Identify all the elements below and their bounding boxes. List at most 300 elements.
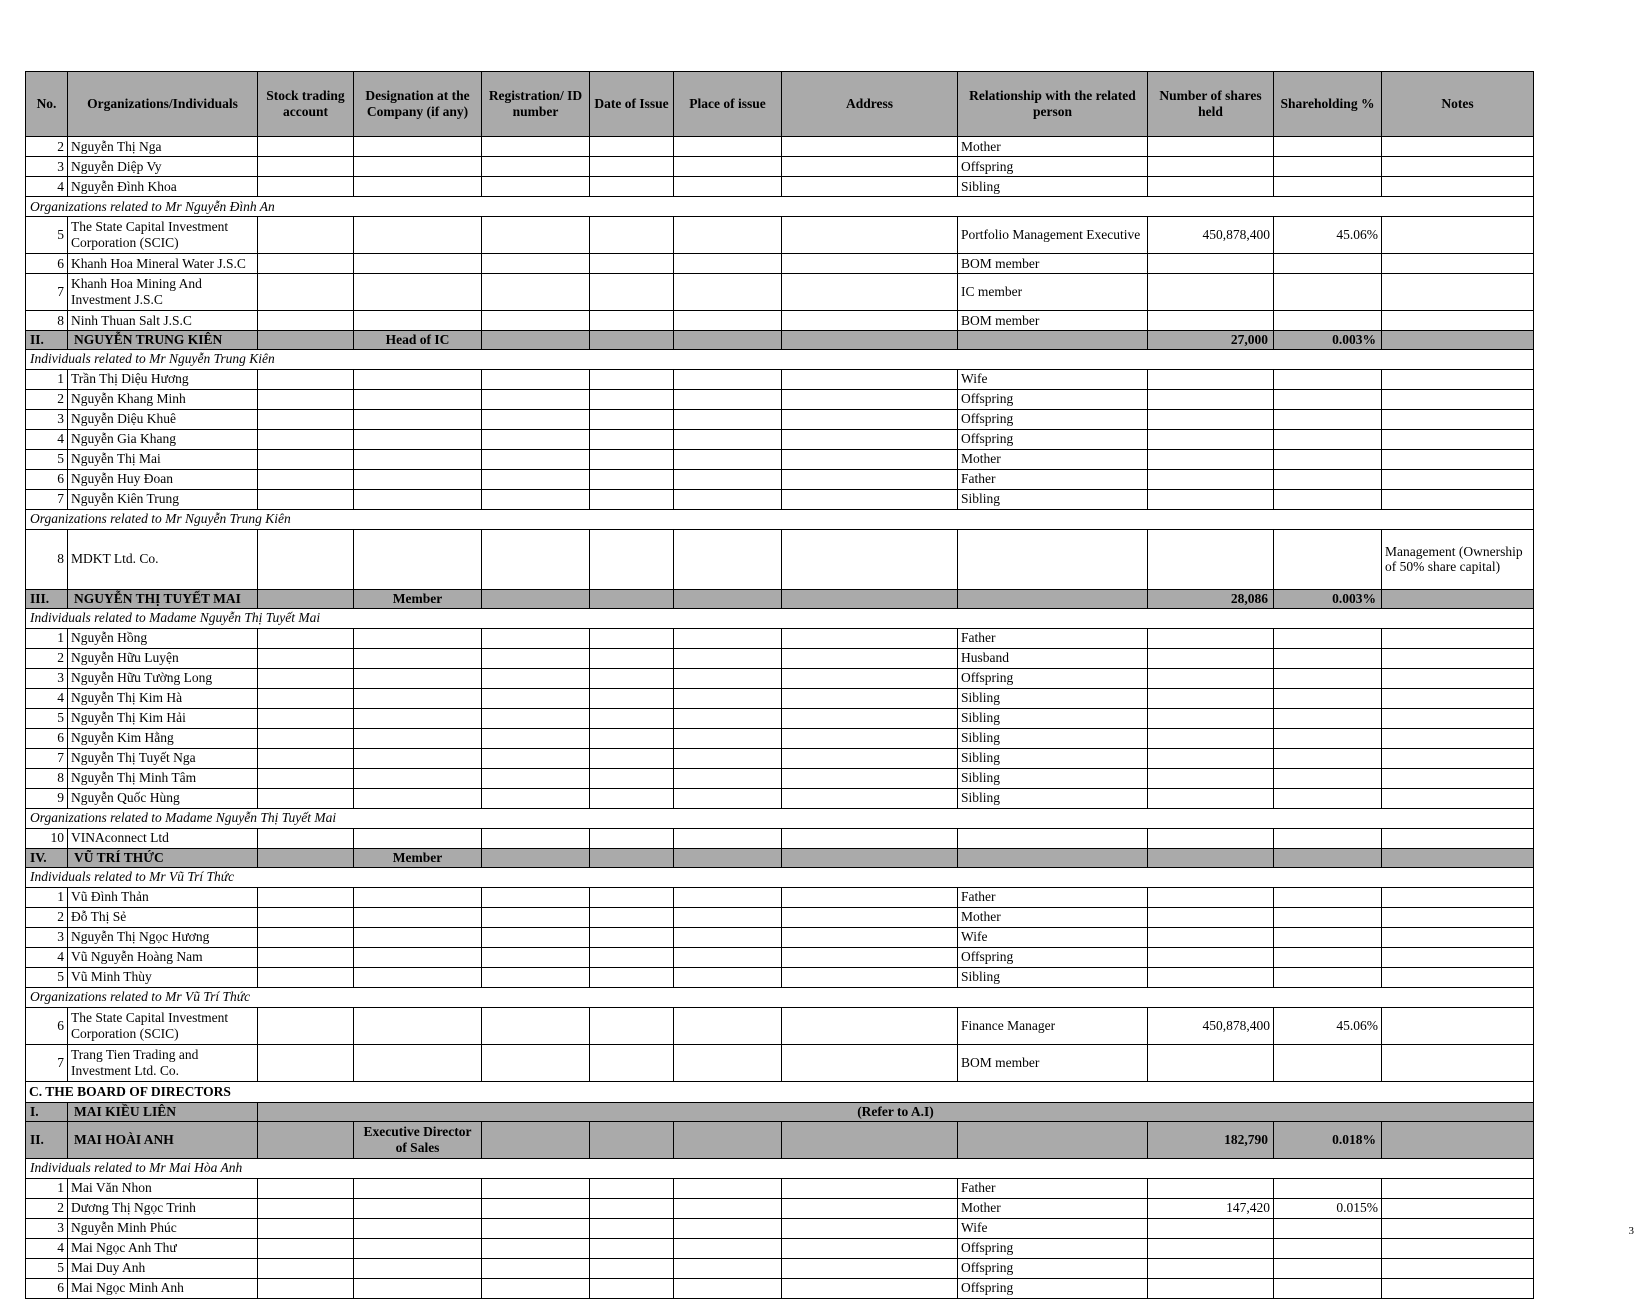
row-date-of-issue xyxy=(590,529,674,589)
row-place-of-issue xyxy=(674,748,782,768)
row-relationship xyxy=(958,828,1148,848)
row-no: 7 xyxy=(26,489,68,509)
row-relationship: Wife xyxy=(958,927,1148,947)
row-stock-account xyxy=(258,967,354,987)
row-shares xyxy=(1148,728,1274,748)
row-date-of-issue xyxy=(590,254,674,274)
row-address xyxy=(782,409,958,429)
row-no: 5 xyxy=(26,967,68,987)
row-address xyxy=(782,887,958,907)
row-no: 8 xyxy=(26,529,68,589)
row-registration xyxy=(482,967,590,987)
table-row xyxy=(26,1278,1534,1298)
row-no: 1 xyxy=(26,628,68,648)
row-shares xyxy=(1148,1044,1274,1081)
row-place-of-issue xyxy=(674,1198,782,1218)
row-notes xyxy=(1382,217,1534,254)
row-date-of-issue xyxy=(590,1198,674,1218)
row-registration xyxy=(482,648,590,668)
row-notes xyxy=(1382,708,1534,728)
row-designation xyxy=(354,311,482,331)
row-shares xyxy=(1148,369,1274,389)
caption-text: Individuals related to Madame Nguyễn Thị Tuyết Mai xyxy=(26,608,1534,628)
row-notes xyxy=(1382,157,1534,177)
row-stock-account xyxy=(258,1238,354,1258)
row-no: 2 xyxy=(26,1198,68,1218)
row-pct xyxy=(1274,1178,1382,1198)
row-no: 6 xyxy=(26,1278,68,1298)
section-roman: II. xyxy=(26,1121,68,1158)
table-section-row xyxy=(26,848,1534,867)
row-registration xyxy=(482,369,590,389)
row-name: Nguyễn Thị Ngọc Hương xyxy=(68,927,258,947)
row-no: 3 xyxy=(26,927,68,947)
row-place-of-issue xyxy=(674,311,782,331)
section-designation: Member xyxy=(354,589,482,608)
row-place-of-issue xyxy=(674,668,782,688)
row-date-of-issue xyxy=(590,1007,674,1044)
header-stock-trading-account: Stock trading account xyxy=(258,72,354,137)
row-name: Nguyễn Huy Đoan xyxy=(68,469,258,489)
row-date-of-issue xyxy=(590,907,674,927)
row-designation xyxy=(354,628,482,648)
section-relationship xyxy=(958,1121,1148,1158)
table-row xyxy=(26,788,1534,808)
row-shares xyxy=(1148,967,1274,987)
row-stock-account xyxy=(258,668,354,688)
section-relationship xyxy=(958,848,1148,867)
row-address xyxy=(782,311,958,331)
table-row xyxy=(26,967,1534,987)
section-date-of-issue xyxy=(590,848,674,867)
row-place-of-issue xyxy=(674,469,782,489)
row-stock-account xyxy=(258,217,354,254)
row-registration xyxy=(482,469,590,489)
row-registration xyxy=(482,449,590,469)
row-no: 3 xyxy=(26,1218,68,1238)
row-relationship: Offspring xyxy=(958,947,1148,967)
row-pct xyxy=(1274,967,1382,987)
table-row xyxy=(26,1198,1534,1218)
section-registration xyxy=(482,1121,590,1158)
row-date-of-issue xyxy=(590,887,674,907)
row-place-of-issue xyxy=(674,1278,782,1298)
row-registration xyxy=(482,668,590,688)
row-address xyxy=(782,529,958,589)
row-registration xyxy=(482,947,590,967)
row-date-of-issue xyxy=(590,177,674,197)
row-relationship: Offspring xyxy=(958,389,1148,409)
row-place-of-issue xyxy=(674,217,782,254)
row-designation xyxy=(354,967,482,987)
row-name: Nguyễn Quốc Hùng xyxy=(68,788,258,808)
row-stock-account xyxy=(258,708,354,728)
row-notes xyxy=(1382,311,1534,331)
row-registration xyxy=(482,788,590,808)
row-date-of-issue xyxy=(590,217,674,254)
row-shares xyxy=(1148,668,1274,688)
table-row xyxy=(26,887,1534,907)
table-header-row xyxy=(26,72,1534,137)
row-stock-account xyxy=(258,1278,354,1298)
table-row xyxy=(26,688,1534,708)
row-notes xyxy=(1382,1044,1534,1081)
section-notes xyxy=(1382,331,1534,350)
section-person-name: NGUYỄN THỊ TUYẾT MAI xyxy=(68,589,258,608)
row-stock-account xyxy=(258,1178,354,1198)
row-place-of-issue xyxy=(674,1218,782,1238)
row-pct xyxy=(1274,1238,1382,1258)
row-shares: 450,878,400 xyxy=(1148,1007,1274,1044)
row-place-of-issue xyxy=(674,927,782,947)
row-registration xyxy=(482,177,590,197)
section-roman: III. xyxy=(26,589,68,608)
section-address xyxy=(782,589,958,608)
section-pct: 0.018% xyxy=(1274,1121,1382,1158)
row-date-of-issue xyxy=(590,469,674,489)
row-relationship: Mother xyxy=(958,137,1148,157)
row-no: 1 xyxy=(26,1178,68,1198)
row-stock-account xyxy=(258,529,354,589)
header-no: No. xyxy=(26,72,68,137)
row-notes xyxy=(1382,907,1534,927)
row-relationship: Offspring xyxy=(958,429,1148,449)
section-date-of-issue xyxy=(590,589,674,608)
caption-text: Organizations related to Mr Nguyễn Đình An xyxy=(26,197,1534,217)
row-pct xyxy=(1274,728,1382,748)
section-place-of-issue xyxy=(674,331,782,350)
row-relationship: BOM member xyxy=(958,254,1148,274)
row-place-of-issue xyxy=(674,1238,782,1258)
row-registration xyxy=(482,409,590,429)
row-no: 6 xyxy=(26,469,68,489)
row-no: 5 xyxy=(26,708,68,728)
section-stock-account xyxy=(258,589,354,608)
row-stock-account xyxy=(258,628,354,648)
section-stock-account xyxy=(258,848,354,867)
row-stock-account xyxy=(258,648,354,668)
row-date-of-issue xyxy=(590,828,674,848)
row-name: Nguyễn Thị Kim Hải xyxy=(68,708,258,728)
row-notes: Management (Ownership of 50% share capital) xyxy=(1382,529,1534,589)
row-pct xyxy=(1274,429,1382,449)
row-stock-account xyxy=(258,1007,354,1044)
row-designation xyxy=(354,274,482,311)
row-date-of-issue xyxy=(590,768,674,788)
row-no: 4 xyxy=(26,177,68,197)
page-number: 3 xyxy=(1628,1225,1634,1237)
row-relationship: Sibling xyxy=(958,768,1148,788)
row-shares xyxy=(1148,1258,1274,1278)
row-relationship: Sibling xyxy=(958,728,1148,748)
header-designation: Designation at the Company (if any) xyxy=(354,72,482,137)
row-shares: 450,878,400 xyxy=(1148,217,1274,254)
row-designation xyxy=(354,1238,482,1258)
section-place-of-issue xyxy=(674,1121,782,1158)
table-row xyxy=(26,1218,1534,1238)
row-shares xyxy=(1148,137,1274,157)
section-registration xyxy=(482,589,590,608)
row-registration xyxy=(482,1044,590,1081)
row-pct: 0.015% xyxy=(1274,1198,1382,1218)
row-address xyxy=(782,274,958,311)
row-designation xyxy=(354,1258,482,1278)
row-designation xyxy=(354,254,482,274)
row-name: Mai Duy Anh xyxy=(68,1258,258,1278)
table-section-refer-row xyxy=(26,1102,1534,1121)
row-place-of-issue xyxy=(674,887,782,907)
row-shares xyxy=(1148,1178,1274,1198)
row-name: MDKT Ltd. Co. xyxy=(68,529,258,589)
section-date-of-issue xyxy=(590,1121,674,1158)
row-date-of-issue xyxy=(590,728,674,748)
row-pct xyxy=(1274,274,1382,311)
row-pct xyxy=(1274,927,1382,947)
row-address xyxy=(782,828,958,848)
row-pct xyxy=(1274,668,1382,688)
row-stock-account xyxy=(258,828,354,848)
row-address xyxy=(782,967,958,987)
table-section-row xyxy=(26,331,1534,350)
row-relationship: Mother xyxy=(958,907,1148,927)
row-place-of-issue xyxy=(674,688,782,708)
row-pct xyxy=(1274,708,1382,728)
table-caption-row xyxy=(26,808,1534,828)
row-date-of-issue xyxy=(590,748,674,768)
row-date-of-issue xyxy=(590,137,674,157)
table-row xyxy=(26,409,1534,429)
table-section-row xyxy=(26,1121,1534,1158)
row-name: Nguyễn Thị Mai xyxy=(68,449,258,469)
section-place-of-issue xyxy=(674,848,782,867)
row-notes xyxy=(1382,469,1534,489)
row-pct xyxy=(1274,529,1382,589)
row-name: The State Capital Investment Corporation (SCIC) xyxy=(68,1007,258,1044)
row-relationship: Father xyxy=(958,1178,1148,1198)
table-row xyxy=(26,1007,1534,1044)
row-address xyxy=(782,708,958,728)
row-designation xyxy=(354,828,482,848)
row-designation xyxy=(354,728,482,748)
row-name: Nguyễn Hữu Luyện xyxy=(68,648,258,668)
row-stock-account xyxy=(258,1258,354,1278)
row-designation xyxy=(354,369,482,389)
row-shares xyxy=(1148,177,1274,197)
row-no: 2 xyxy=(26,648,68,668)
row-registration xyxy=(482,529,590,589)
section-pct: 0.003% xyxy=(1274,589,1382,608)
row-address xyxy=(782,768,958,788)
section-shares: 28,086 xyxy=(1148,589,1274,608)
row-name: Vũ Nguyễn Hoàng Nam xyxy=(68,947,258,967)
row-pct xyxy=(1274,369,1382,389)
row-no: 3 xyxy=(26,668,68,688)
row-relationship: Mother xyxy=(958,449,1148,469)
row-pct xyxy=(1274,137,1382,157)
row-relationship: BOM member xyxy=(958,1044,1148,1081)
row-place-of-issue xyxy=(674,1044,782,1081)
row-shares xyxy=(1148,887,1274,907)
row-no: 5 xyxy=(26,1258,68,1278)
table-row xyxy=(26,529,1534,589)
row-name: Nguyễn Thị Tuyết Nga xyxy=(68,748,258,768)
row-notes xyxy=(1382,1178,1534,1198)
row-date-of-issue xyxy=(590,1238,674,1258)
row-relationship: Wife xyxy=(958,369,1148,389)
table-row xyxy=(26,137,1534,157)
section-person-name: MAI KIỀU LIÊN xyxy=(68,1102,258,1121)
row-registration xyxy=(482,274,590,311)
table-section-row xyxy=(26,589,1534,608)
table-row xyxy=(26,489,1534,509)
section-shares: 182,790 xyxy=(1148,1121,1274,1158)
row-stock-account xyxy=(258,728,354,748)
row-registration xyxy=(482,1218,590,1238)
section-notes xyxy=(1382,1121,1534,1158)
row-shares xyxy=(1148,1278,1274,1298)
row-relationship: Sibling xyxy=(958,708,1148,728)
row-notes xyxy=(1382,648,1534,668)
row-designation xyxy=(354,1198,482,1218)
header-place-of-issue: Place of issue xyxy=(674,72,782,137)
row-designation xyxy=(354,768,482,788)
row-name: Khanh Hoa Mineral Water J.S.C xyxy=(68,254,258,274)
row-registration xyxy=(482,688,590,708)
row-notes xyxy=(1382,628,1534,648)
row-relationship: Finance Manager xyxy=(958,1007,1148,1044)
header-address: Address xyxy=(782,72,958,137)
row-no: 10 xyxy=(26,828,68,848)
row-registration xyxy=(482,1238,590,1258)
row-name: VINAconnect Ltd xyxy=(68,828,258,848)
row-registration xyxy=(482,1178,590,1198)
row-address xyxy=(782,1007,958,1044)
row-notes xyxy=(1382,668,1534,688)
table-row xyxy=(26,708,1534,728)
table-row xyxy=(26,748,1534,768)
row-designation xyxy=(354,1218,482,1238)
row-place-of-issue xyxy=(674,947,782,967)
row-no: 4 xyxy=(26,429,68,449)
row-notes xyxy=(1382,369,1534,389)
row-no: 4 xyxy=(26,1238,68,1258)
row-relationship xyxy=(958,529,1148,589)
row-designation xyxy=(354,748,482,768)
row-designation xyxy=(354,907,482,927)
row-relationship: Offspring xyxy=(958,1258,1148,1278)
row-notes xyxy=(1382,274,1534,311)
row-pct xyxy=(1274,1278,1382,1298)
table-caption-row xyxy=(26,349,1534,369)
row-date-of-issue xyxy=(590,668,674,688)
row-pct xyxy=(1274,688,1382,708)
row-shares xyxy=(1148,788,1274,808)
row-pct xyxy=(1274,1044,1382,1081)
table-row xyxy=(26,668,1534,688)
row-name: Vũ Đình Thản xyxy=(68,887,258,907)
row-date-of-issue xyxy=(590,409,674,429)
row-shares xyxy=(1148,157,1274,177)
row-shares xyxy=(1148,389,1274,409)
row-pct xyxy=(1274,648,1382,668)
table-row xyxy=(26,469,1534,489)
row-name: Trần Thị Diệu Hương xyxy=(68,369,258,389)
row-designation xyxy=(354,389,482,409)
row-stock-account xyxy=(258,137,354,157)
row-relationship: Sibling xyxy=(958,688,1148,708)
row-address xyxy=(782,469,958,489)
row-relationship: Sibling xyxy=(958,967,1148,987)
section-person-name: VŨ TRÍ THỨC xyxy=(68,848,258,867)
section-designation: Head of IC xyxy=(354,331,482,350)
row-stock-account xyxy=(258,369,354,389)
section-notes xyxy=(1382,589,1534,608)
row-pct xyxy=(1274,409,1382,429)
row-pct xyxy=(1274,887,1382,907)
row-registration xyxy=(482,907,590,927)
row-shares xyxy=(1148,254,1274,274)
row-registration xyxy=(482,489,590,509)
row-designation xyxy=(354,708,482,728)
row-address xyxy=(782,927,958,947)
row-no: 2 xyxy=(26,907,68,927)
row-pct xyxy=(1274,947,1382,967)
row-registration xyxy=(482,254,590,274)
header-registration-id-number: Registration/ ID number xyxy=(482,72,590,137)
row-registration xyxy=(482,311,590,331)
row-no: 1 xyxy=(26,369,68,389)
row-date-of-issue xyxy=(590,1258,674,1278)
row-designation xyxy=(354,887,482,907)
row-shares xyxy=(1148,1238,1274,1258)
row-stock-account xyxy=(258,1218,354,1238)
row-designation xyxy=(354,668,482,688)
row-pct: 45.06% xyxy=(1274,217,1382,254)
row-no: 1 xyxy=(26,887,68,907)
row-relationship: Offspring xyxy=(958,668,1148,688)
row-name: Nguyễn Thị Minh Tâm xyxy=(68,768,258,788)
row-name: Nguyễn Khang Minh xyxy=(68,389,258,409)
row-place-of-issue xyxy=(674,828,782,848)
row-relationship: Wife xyxy=(958,1218,1148,1238)
row-notes xyxy=(1382,788,1534,808)
row-name: Nguyễn Kim Hằng xyxy=(68,728,258,748)
section-relationship xyxy=(958,589,1148,608)
row-notes xyxy=(1382,177,1534,197)
row-registration xyxy=(482,429,590,449)
table-row xyxy=(26,449,1534,469)
row-relationship: IC member xyxy=(958,274,1148,311)
section-designation: Member xyxy=(354,848,482,867)
row-no: 2 xyxy=(26,137,68,157)
row-place-of-issue xyxy=(674,409,782,429)
table-caption-row xyxy=(26,608,1534,628)
row-no: 5 xyxy=(26,217,68,254)
table-group-bar-row xyxy=(26,1081,1534,1102)
row-address xyxy=(782,728,958,748)
row-notes xyxy=(1382,1218,1534,1238)
row-designation xyxy=(354,489,482,509)
row-stock-account xyxy=(258,688,354,708)
section-stock-account xyxy=(258,1121,354,1158)
refer-note: (Refer to A.I) xyxy=(258,1102,1534,1121)
row-date-of-issue xyxy=(590,947,674,967)
row-place-of-issue xyxy=(674,274,782,311)
table-row xyxy=(26,1178,1534,1198)
row-place-of-issue xyxy=(674,369,782,389)
section-stock-account xyxy=(258,331,354,350)
row-place-of-issue xyxy=(674,967,782,987)
